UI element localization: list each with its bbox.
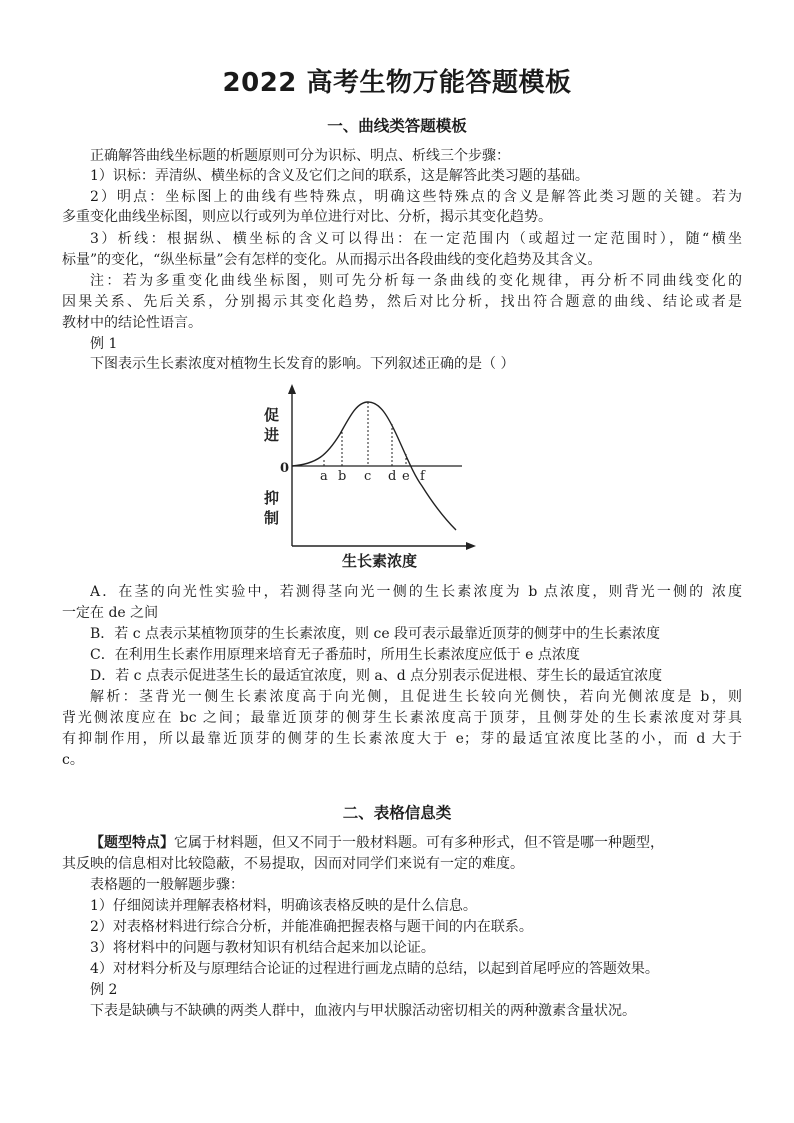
section2-step2: 2）对表格材料进行综合分析，并能准确把握表格与题干间的内在联系。 xyxy=(90,919,533,935)
section1-line-step3a: 3）析线：根据纵、横坐标的含义可以得出：在一定范围内（或超过一定范围时），随“横坐 xyxy=(90,231,742,247)
section2-feature-line xyxy=(90,833,742,853)
origin-label: 0 xyxy=(280,461,290,476)
section2-line-steps-intro: 表格题的一般解题步骤： xyxy=(90,877,244,893)
point-label-f: f xyxy=(420,469,425,484)
feature-text: 它属于材料题，但又不同于一般材料题。可有多种形式，但不管是哪一种题型， xyxy=(174,835,664,851)
option-a-line2: 一定在 de 之间 xyxy=(62,605,159,621)
analysis-line4: c。 xyxy=(62,752,84,768)
analysis-line3: 有抑制作用，所以最靠近顶芽的侧芽的生长素浓度大于 e；芽的最适宜浓度比茎的小，而 d 大于 xyxy=(62,731,742,747)
section2-step3: 3）将材料中的问题与教材知识有机结合起来加以论证。 xyxy=(90,940,435,956)
y-label-promote-2: 进 xyxy=(264,426,280,444)
x-axis-label: 生长素浓度 xyxy=(342,552,418,570)
section2-line-1: 其反映的信息相对比较隐蔽，不易提取，因而对同学们来说有一定的难度。 xyxy=(62,856,524,872)
y-label-inhibit-1: 抑 xyxy=(264,489,280,507)
section1-line-note-a: 注：若为多重变化曲线坐标图，则可先分析每一条曲线的变化规律，再分析不同曲线变化的 xyxy=(90,273,742,289)
example1-question: 下图表示生长素浓度对植物生长发育的影响。下列叙述正确的是（ ） xyxy=(90,356,515,372)
point-label-d: d xyxy=(388,469,397,484)
option-b: B．若 c 点表示某植物顶芽的生长素浓度，则 ce 段可表示最靠近顶芽的侧芽中的生长素浓度 xyxy=(90,626,661,642)
section2-step1: 1）仔细阅读并理解表格材料，明确该表格反映的是什么信息。 xyxy=(90,898,477,914)
analysis-line1: 解析：茎背光一侧生长素浓度高于向光侧，且促进生长较向光侧快，若向光侧浓度是 b，则 xyxy=(90,689,742,705)
section1-line-step2b: 多重变化曲线坐标图，则应以行或列为单位进行对比、分析，揭示其变化趋势。 xyxy=(62,209,552,225)
section2-step4: 4）对材料分析及与原理结合论证的过程进行画龙点睛的总结，以起到首尾呼应的答题效果。 xyxy=(90,961,659,977)
y-axis-arrow xyxy=(288,384,296,394)
section1-line-step3b: 标量”的变化，“纵坐标量”会有怎样的变化。从而揭示出各段曲线的变化趋势及其含义。 xyxy=(62,252,602,268)
section1-line-note-c: 教材中的结论性语言。 xyxy=(62,315,202,331)
point-label-e: e xyxy=(402,469,410,484)
y-label-inhibit-2: 制 xyxy=(264,509,280,527)
y-label-promote-1: 促 xyxy=(264,406,280,424)
section1-line-intro: 正确解答曲线坐标题的析题原则可分为识标、明点、析线三个步骤： xyxy=(90,148,510,164)
option-c: C．在利用生长素作用原理来培育无子番茄时，所用生长素浓度应低于 e 点浓度 xyxy=(90,647,580,663)
section1-heading: 一、曲线类答题模板 xyxy=(327,116,467,135)
example2-label: 例 2 xyxy=(90,982,118,998)
option-a-line1: A．在茎的向光性实验中，若测得茎向光一侧的生长素浓度为 b 点浓度，则背光一侧的 浓度 xyxy=(90,584,742,600)
point-label-b: b xyxy=(338,469,347,484)
option-d: D．若 c 点表示促进茎生长的最适宜浓度，则 a、d 点分别表示促进根、芽生长的最适宜浓度 xyxy=(90,668,663,684)
section1-line-step2a: 2）明点：坐标图上的曲线有些特殊点，明确这些特殊点的含义是解答此类习题的关键。若为 xyxy=(90,189,742,205)
example1-label: 例 1 xyxy=(90,336,118,352)
point-label-c: c xyxy=(364,469,372,484)
point-label-a: a xyxy=(320,469,328,484)
section1-line-note-b: 因果关系、先后关系，分别揭示其变化趋势，然后对比分析，找出符合题意的曲线、结论或者是 xyxy=(62,294,742,310)
example2-question: 下表是缺碘与不缺碘的两类人群中，血液内与甲状腺活动密切相关的两种激素含量状况。 xyxy=(90,1003,636,1019)
x-axis-arrow xyxy=(466,542,476,550)
feature-tag: 【题型特点】 xyxy=(90,835,174,851)
section2-heading: 二、表格信息类 xyxy=(342,803,452,822)
analysis-line2: 背光侧浓度应在 bc 之间；最靠近顶芽的侧芽生长素浓度高于顶芽，且侧芽处的生长素浓度对芽具 xyxy=(62,710,742,726)
document-title: 2022 高考生物万能答题模板 xyxy=(222,68,572,98)
section1-line-step1: 1）识标：弄清纵、横坐标的含义及它们之间的联系，这是解答此类习题的基础。 xyxy=(90,168,589,184)
auxin-curve-figure xyxy=(262,380,482,570)
